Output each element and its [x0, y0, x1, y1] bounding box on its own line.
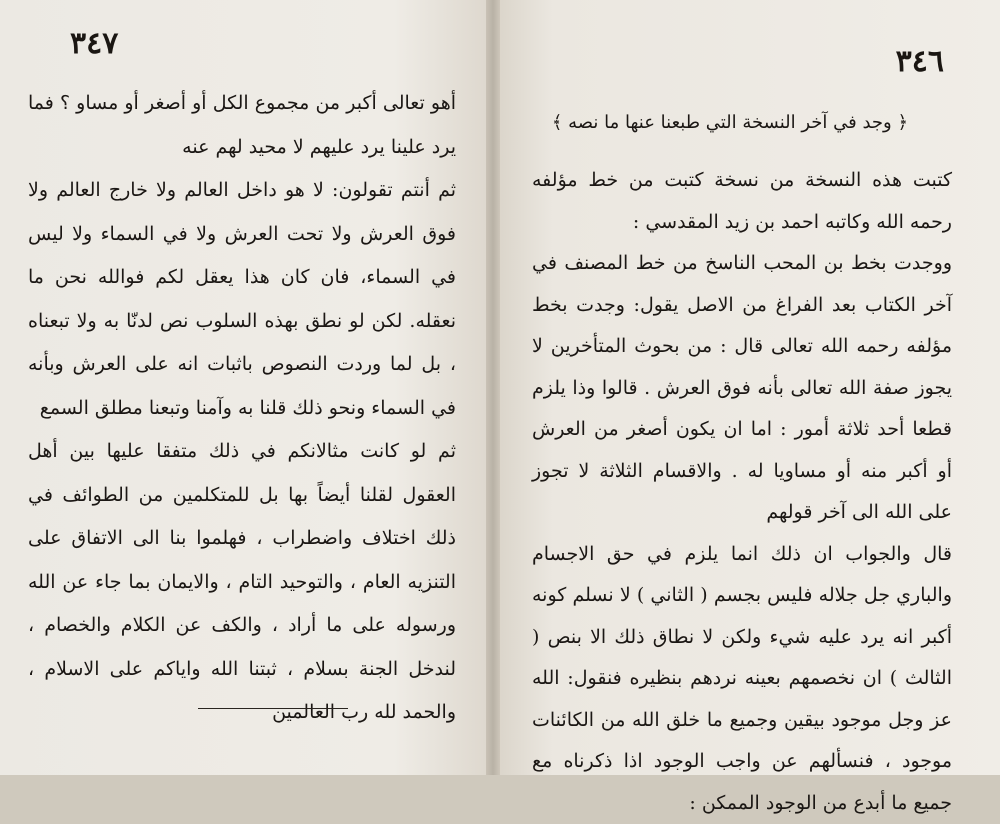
paragraph: ثم أنتم تقولون: لا هو داخل العالم ولا خارج العالم ولا فوق العرش ولا تحت العرش ولا في السماء ولا ليس في السماء، فان كان هذا يعقل لكم فوالله نحن ما نعقله. لكن لو نطق بهذه السلوب نص لدنّا به ولا تبعناه ، بل لما وردت النصوص باثبات انه على العرش وبأنه في السماء ونحو ذلك قلنا به وآمنا وتبعنا مطلق السمع	[28, 169, 456, 430]
paragraph: أهو تعالى أكبر من مجموع الكل أو أصغر أو مساو ؟ فما يرد علينا يرد عليهم لا محيد لهم عنه	[28, 82, 456, 169]
page-number-left: ٣٤٧	[70, 26, 118, 61]
end-rule	[198, 708, 348, 709]
paragraph: قال والجواب ان ذلك انما يلزم في حق الاجسام والباري جل جلاله فليس بجسم ( الثاني ) لا نسلم كونه أكبر انه يرد عليه شيء ولكن لا نطاق ذلك الا بنص ( الثالث ) ان نخصمهم بعينه نردهم بنظيره فنقول: الله عز وجل موجود بيقين وجميع ما خلق الله من الكائنات موجود ، فنسألهم عن واجب الوجود اذا ذكرناه مع جميع ما أبدع من الوجود الممكن :	[532, 534, 952, 824]
page-number-right: ٣٤٦	[896, 44, 944, 79]
paragraph: ثم لو كانت مثالانكم في ذلك متفقا عليها بين أهل العقول لقلنا أيضاً بها بل للمتكلمين من الطوائف في ذلك اختلاف واضطراب ، فهلموا بنا الى الاتفاق على التنزيه العام ، والتوحيد التام ، والايمان بما جاء عن الله ورسوله على ما أراد ، والكف عن الكلام والخصام ، لندخل الجنة بسلام ، ثبتنا الله واياكم على الاسلام ، والحمد لله رب العالمين	[28, 430, 456, 735]
right-page-body	[532, 160, 952, 824]
left-page	[0, 0, 492, 775]
right-page	[492, 0, 1000, 775]
paragraph: ووجدت بخط بن المحب الناسخ من خط المصنف في آخر الكتاب بعد الفراغ من الاصل يقول: وجدت بخط مؤلفه رحمه الله تعالى قال : من بحوث المتأخرين لا يجوز صفة الله تعالى بأنه فوق العرش . قالوا وذا يلزم قطعا أحد ثلاثة أمور : اما ان يكون أصغر من العرش أو أكبر منه أو مساويا له . والاقسام الثلاثة لا تجوز على الله الى آخر قولهم	[532, 243, 952, 534]
paragraph: كتبت هذه النسخة من نسخة كتبت من خط مؤلفه رحمه الله وكاتبه احمد بن زيد المقدسي :	[532, 160, 952, 243]
left-page-body	[28, 82, 456, 735]
book-gutter	[486, 0, 500, 775]
section-heading: ﴿ وجد في آخر النسخة التي طبعنا عنها ما نصه ﴾	[552, 112, 908, 133]
